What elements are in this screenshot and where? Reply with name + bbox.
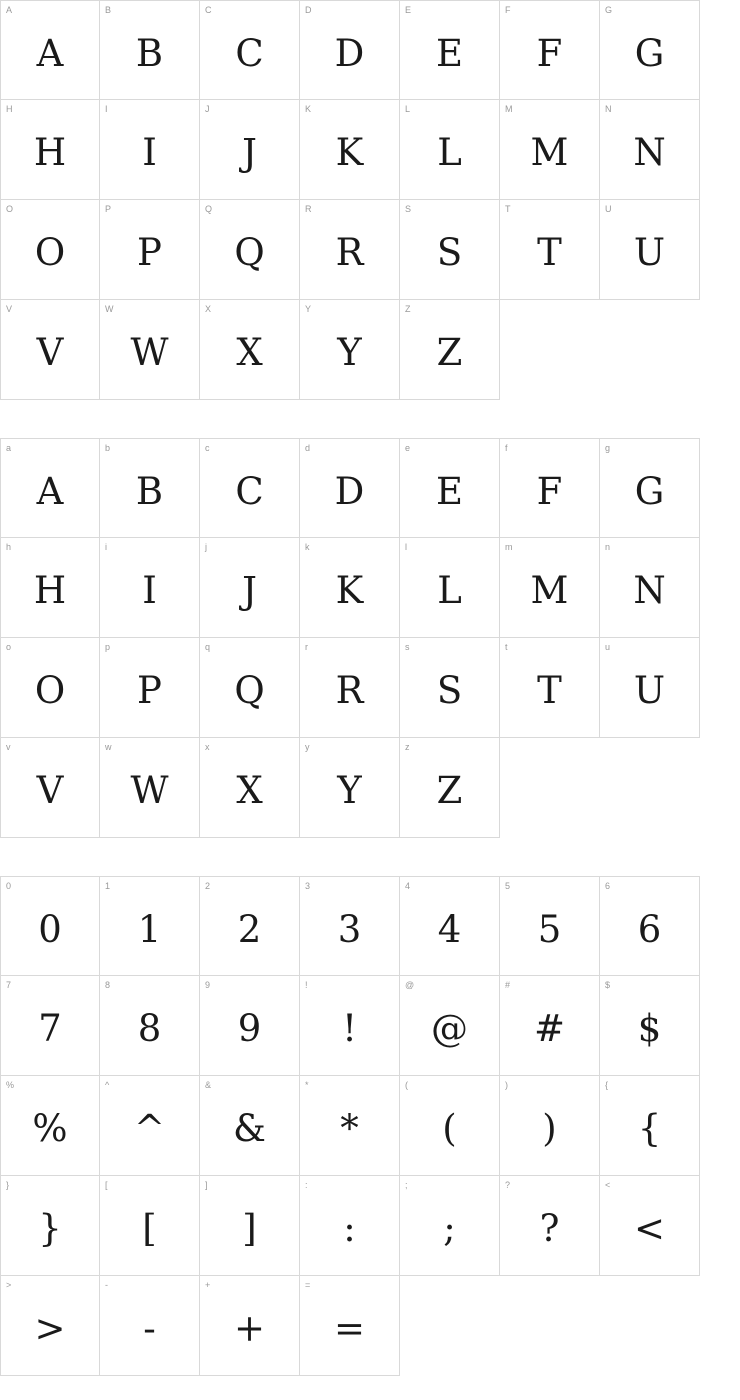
glyph-character: V xyxy=(36,769,64,812)
glyph-cell[interactable] xyxy=(600,200,700,300)
glyph-cell-empty xyxy=(400,1276,500,1376)
glyph-cell[interactable] xyxy=(300,438,400,538)
glyph-code-label: O xyxy=(6,204,14,214)
glyph-code-label: ) xyxy=(505,1080,508,1090)
glyph-code-label: 9 xyxy=(205,980,211,990)
glyph-code-label: H xyxy=(6,104,13,114)
glyph-cell[interactable] xyxy=(200,738,300,838)
glyph-code-label: 5 xyxy=(505,881,511,891)
glyph-code-label: w xyxy=(105,742,112,752)
glyph-code-label: 3 xyxy=(305,881,311,891)
glyph-cell-empty xyxy=(500,300,600,400)
glyph-code-label: D xyxy=(305,5,312,15)
glyph-code-label: v xyxy=(6,742,11,752)
glyph-character: W xyxy=(130,331,169,374)
glyph-cell[interactable] xyxy=(400,1176,500,1276)
glyph-character: 5 xyxy=(537,907,562,951)
glyph-cell[interactable] xyxy=(0,0,100,100)
glyph-character: N xyxy=(633,131,666,174)
glyph-code-label: i xyxy=(105,542,107,552)
glyph-code-label: s xyxy=(405,642,410,652)
glyph-cell[interactable] xyxy=(300,200,400,300)
glyph-cell[interactable] xyxy=(100,538,200,638)
glyph-code-label: @ xyxy=(405,980,415,990)
glyph-character: A xyxy=(36,31,64,75)
glyph-cell[interactable] xyxy=(400,100,500,200)
glyph-character: Q xyxy=(234,231,265,274)
glyph-code-label: 1 xyxy=(105,881,111,891)
glyph-cell[interactable] xyxy=(300,1176,400,1276)
glyph-cell[interactable] xyxy=(300,876,400,976)
glyph-cell[interactable] xyxy=(500,0,600,100)
glyph-cell[interactable] xyxy=(200,1276,300,1376)
glyph-character: R xyxy=(335,669,364,712)
glyph-character: 0 xyxy=(38,907,62,951)
glyph-cell[interactable] xyxy=(600,438,700,538)
glyph-code-label: x xyxy=(205,742,210,752)
glyph-character: [ xyxy=(142,1207,157,1250)
glyph-code-label: b xyxy=(105,443,111,453)
glyph-cell[interactable] xyxy=(600,0,700,100)
glyph-cell[interactable] xyxy=(500,438,600,538)
glyph-character: * xyxy=(340,1107,359,1150)
glyph-cell[interactable] xyxy=(300,638,400,738)
glyph-cell[interactable] xyxy=(500,1176,600,1276)
glyph-cell[interactable] xyxy=(300,300,400,400)
glyph-code-label: M xyxy=(505,104,513,114)
glyph-character: < xyxy=(633,1207,665,1250)
glyph-character: $ xyxy=(637,1007,662,1050)
glyph-character: { xyxy=(637,1107,662,1150)
glyph-code-label: 8 xyxy=(105,980,111,990)
glyph-cell[interactable] xyxy=(300,1076,400,1176)
glyph-code-label: + xyxy=(205,1280,211,1290)
glyph-cell[interactable] xyxy=(600,100,700,200)
glyph-character: G xyxy=(634,31,665,75)
glyph-cell[interactable] xyxy=(100,300,200,400)
glyph-cell[interactable] xyxy=(400,976,500,1076)
glyph-character: ; xyxy=(443,1207,456,1250)
glyph-section-digits-symbols xyxy=(0,876,700,1376)
glyph-cell-empty xyxy=(600,738,700,838)
glyph-character: P xyxy=(137,669,162,712)
glyph-character: U xyxy=(633,669,666,712)
glyph-character: H xyxy=(33,131,67,174)
glyph-character: ^ xyxy=(133,1107,165,1150)
glyph-character: X xyxy=(236,331,263,374)
glyph-cell[interactable] xyxy=(500,638,600,738)
glyph-code-label: 7 xyxy=(6,980,12,990)
glyph-code-label: V xyxy=(6,304,13,314)
glyph-character: E xyxy=(435,469,463,513)
glyph-cell[interactable] xyxy=(400,200,500,300)
glyph-cell[interactable] xyxy=(0,100,100,200)
glyph-code-label: L xyxy=(405,104,411,114)
glyph-cell[interactable] xyxy=(500,100,600,200)
glyph-code-label: A xyxy=(6,5,13,15)
glyph-code-label: n xyxy=(605,542,611,552)
glyph-character: Y xyxy=(337,331,362,374)
glyph-cell[interactable] xyxy=(100,738,200,838)
glyph-code-label: 4 xyxy=(405,881,411,891)
glyph-character: } xyxy=(38,1207,62,1250)
glyph-code-label: c xyxy=(205,443,210,453)
glyph-character: 1 xyxy=(137,907,162,951)
glyph-character: 4 xyxy=(437,907,462,951)
glyph-cell[interactable] xyxy=(100,438,200,538)
glyph-character: Z xyxy=(436,331,463,374)
glyph-character: Y xyxy=(337,769,362,812)
glyph-character: ! xyxy=(342,1007,357,1050)
glyph-code-label: J xyxy=(205,104,210,114)
glyph-code-label: G xyxy=(605,5,613,15)
glyph-character: A xyxy=(36,469,64,513)
glyph-character: 6 xyxy=(637,907,662,951)
glyph-character: M xyxy=(530,131,569,174)
glyph-cell[interactable] xyxy=(500,876,600,976)
glyph-code-label: z xyxy=(405,742,410,752)
glyph-character: K xyxy=(335,569,364,612)
glyph-section-uppercase xyxy=(0,0,700,400)
glyph-code-label: & xyxy=(205,1080,212,1090)
glyph-character: R xyxy=(335,231,364,274)
glyph-code-label: T xyxy=(505,204,511,214)
glyph-character: Q xyxy=(234,669,265,712)
glyph-character: F xyxy=(536,31,563,75)
glyph-code-label: 2 xyxy=(205,881,211,891)
glyph-code-label: # xyxy=(505,980,511,990)
glyph-code-label: W xyxy=(105,304,114,314)
glyph-character: # xyxy=(533,1007,565,1050)
glyph-character: = xyxy=(333,1307,365,1350)
glyph-character: D xyxy=(334,469,365,513)
glyph-character: Z xyxy=(436,769,463,812)
glyph-character: + xyxy=(233,1307,265,1350)
glyph-character: M xyxy=(530,569,569,612)
glyph-code-label: ( xyxy=(405,1080,408,1090)
glyph-cell[interactable] xyxy=(100,876,200,976)
glyph-character: W xyxy=(130,769,169,812)
glyph-code-label: > xyxy=(6,1280,12,1290)
glyph-code-label: a xyxy=(6,443,12,453)
glyph-code-label: Y xyxy=(305,304,312,314)
glyph-code-label: ] xyxy=(205,1180,208,1190)
glyph-cell[interactable] xyxy=(100,976,200,1076)
glyph-code-label: k xyxy=(305,542,310,552)
glyph-character: B xyxy=(135,469,164,513)
glyph-code-label: E xyxy=(405,5,412,15)
glyph-character: T xyxy=(537,231,562,274)
glyph-cell[interactable] xyxy=(600,538,700,638)
glyph-character: O xyxy=(34,231,66,274)
glyph-code-label: : xyxy=(305,1180,308,1190)
glyph-code-label: u xyxy=(605,642,611,652)
glyph-code-label: Q xyxy=(205,204,213,214)
glyph-character: J xyxy=(242,131,257,174)
glyph-character: & xyxy=(233,1107,266,1150)
glyph-cell[interactable] xyxy=(200,1176,300,1276)
glyph-cell[interactable] xyxy=(400,300,500,400)
glyph-code-label: y xyxy=(305,742,310,752)
glyph-cell[interactable] xyxy=(200,876,300,976)
glyph-cell[interactable] xyxy=(100,1276,200,1376)
glyph-cell[interactable] xyxy=(400,0,500,100)
glyph-character: % xyxy=(32,1107,68,1150)
glyph-cell[interactable] xyxy=(100,100,200,200)
glyph-code-label: S xyxy=(405,204,412,214)
glyph-cell[interactable] xyxy=(300,976,400,1076)
glyph-code-label: U xyxy=(605,204,612,214)
glyph-character: F xyxy=(536,469,563,513)
glyph-code-label: e xyxy=(405,443,411,453)
glyph-character: H xyxy=(33,569,67,612)
glyph-character: @ xyxy=(431,1007,468,1050)
glyph-cell[interactable] xyxy=(500,538,600,638)
glyph-cell[interactable] xyxy=(0,976,100,1076)
glyph-character: N xyxy=(633,569,666,612)
glyph-cell[interactable] xyxy=(200,438,300,538)
glyph-cell[interactable] xyxy=(200,0,300,100)
glyph-character: 7 xyxy=(38,1007,62,1050)
glyph-cell[interactable] xyxy=(0,638,100,738)
glyph-code-label: { xyxy=(605,1080,609,1090)
glyph-cell[interactable] xyxy=(500,200,600,300)
glyph-character: U xyxy=(633,231,666,274)
glyph-cell[interactable] xyxy=(400,1076,500,1176)
glyph-character: I xyxy=(142,569,157,612)
glyph-cell[interactable] xyxy=(0,438,100,538)
glyph-cell[interactable] xyxy=(0,738,100,838)
glyph-cell[interactable] xyxy=(100,1076,200,1176)
glyph-cell[interactable] xyxy=(0,200,100,300)
glyph-character: C xyxy=(235,31,264,75)
glyph-character: K xyxy=(335,131,364,174)
glyph-cell[interactable] xyxy=(600,976,700,1076)
glyph-cell[interactable] xyxy=(500,1076,600,1176)
glyph-cell[interactable] xyxy=(100,638,200,738)
glyph-cell[interactable] xyxy=(400,638,500,738)
glyph-code-label: N xyxy=(605,104,612,114)
glyph-code-label: g xyxy=(605,443,611,453)
glyph-cell[interactable] xyxy=(200,200,300,300)
glyph-character: V xyxy=(36,331,64,374)
glyph-code-label: % xyxy=(6,1080,15,1090)
glyph-code-label: < xyxy=(605,1180,611,1190)
glyph-code-label: m xyxy=(505,542,513,552)
glyph-code-label: j xyxy=(205,542,207,552)
glyph-code-label: } xyxy=(6,1180,10,1190)
glyph-code-label: = xyxy=(305,1280,311,1290)
glyph-cell-empty xyxy=(600,1276,700,1376)
glyph-character: O xyxy=(34,669,66,712)
glyph-cell[interactable] xyxy=(100,1176,200,1276)
glyph-character: T xyxy=(537,669,562,712)
glyph-cell[interactable] xyxy=(200,300,300,400)
glyph-code-label: [ xyxy=(105,1180,108,1190)
glyph-code-label: q xyxy=(205,642,211,652)
glyph-cell[interactable] xyxy=(600,1076,700,1176)
glyph-code-label: P xyxy=(105,204,112,214)
glyph-code-label: d xyxy=(305,443,311,453)
glyph-code-label: ? xyxy=(505,1180,511,1190)
glyph-code-label: X xyxy=(205,304,212,314)
glyph-cell[interactable] xyxy=(100,0,200,100)
glyph-code-label: ^ xyxy=(105,1080,110,1090)
glyph-cell[interactable] xyxy=(600,638,700,738)
glyph-code-label: B xyxy=(105,5,112,15)
glyph-code-label: o xyxy=(6,642,12,652)
glyph-character: E xyxy=(435,31,463,75)
glyph-code-label: f xyxy=(505,443,508,453)
glyph-cell[interactable] xyxy=(200,638,300,738)
glyph-cell[interactable] xyxy=(0,876,100,976)
glyph-character: 9 xyxy=(237,1007,262,1050)
glyph-character: ) xyxy=(542,1107,557,1150)
glyph-character: L xyxy=(437,569,462,612)
glyph-cell[interactable] xyxy=(0,538,100,638)
glyph-code-label: h xyxy=(6,542,12,552)
glyph-cell[interactable] xyxy=(400,738,500,838)
glyph-code-label: r xyxy=(305,642,308,652)
glyph-code-label: R xyxy=(305,204,312,214)
glyph-code-label: p xyxy=(105,642,111,652)
glyph-cell[interactable] xyxy=(0,1276,100,1376)
glyph-character: G xyxy=(634,469,665,513)
glyph-code-label: l xyxy=(405,542,407,552)
glyph-code-label: ! xyxy=(305,980,308,990)
glyph-code-label: $ xyxy=(605,980,611,990)
glyph-cell-empty xyxy=(500,1276,600,1376)
section-divider-1 xyxy=(0,400,700,438)
glyph-character: B xyxy=(135,31,164,75)
glyph-character: P xyxy=(137,231,162,274)
glyph-character: 8 xyxy=(137,1007,162,1050)
glyph-cell[interactable] xyxy=(400,438,500,538)
glyph-character: > xyxy=(34,1307,66,1350)
glyph-character: X xyxy=(236,769,263,812)
glyph-character: L xyxy=(437,131,462,174)
glyph-character: C xyxy=(235,469,264,513)
glyph-code-label: C xyxy=(205,5,212,15)
glyph-cell[interactable] xyxy=(300,1276,400,1376)
glyph-code-label: I xyxy=(105,104,108,114)
glyph-character: J xyxy=(242,569,257,612)
glyph-code-label: - xyxy=(105,1280,108,1290)
glyph-cell[interactable] xyxy=(200,100,300,200)
glyph-code-label: ; xyxy=(405,1180,408,1190)
glyph-cell[interactable] xyxy=(400,538,500,638)
glyph-character: 3 xyxy=(337,907,362,951)
glyph-cell[interactable] xyxy=(200,538,300,638)
glyph-character: ? xyxy=(539,1207,560,1250)
glyph-cell[interactable] xyxy=(600,1176,700,1276)
glyph-code-label: 0 xyxy=(6,881,12,891)
glyph-cell[interactable] xyxy=(0,300,100,400)
glyph-character: ( xyxy=(442,1107,457,1150)
glyph-code-label: * xyxy=(305,1080,309,1090)
glyph-cell[interactable] xyxy=(300,538,400,638)
glyph-cell[interactable] xyxy=(100,200,200,300)
glyph-cell-empty xyxy=(500,738,600,838)
glyph-cell[interactable] xyxy=(300,100,400,200)
glyph-code-label: t xyxy=(505,642,508,652)
glyph-character: S xyxy=(436,669,463,712)
glyph-cell[interactable] xyxy=(200,1076,300,1176)
glyph-cell[interactable] xyxy=(600,876,700,976)
glyph-code-label: 6 xyxy=(605,881,611,891)
glyph-character: D xyxy=(334,31,365,75)
glyph-cell[interactable] xyxy=(300,0,400,100)
glyph-code-label: F xyxy=(505,5,511,15)
glyph-character: S xyxy=(436,231,463,274)
glyph-cell[interactable] xyxy=(200,976,300,1076)
section-divider-2 xyxy=(0,838,700,876)
glyph-code-label: K xyxy=(305,104,312,114)
glyph-character: : xyxy=(343,1207,356,1250)
glyph-cell[interactable] xyxy=(300,738,400,838)
glyph-character: ] xyxy=(242,1207,257,1250)
glyph-cell-empty xyxy=(600,300,700,400)
glyph-cell[interactable] xyxy=(0,1176,100,1276)
glyph-cell[interactable] xyxy=(500,976,600,1076)
glyph-character: 2 xyxy=(237,907,262,951)
glyph-character: I xyxy=(142,131,157,174)
glyph-code-label: Z xyxy=(405,304,411,314)
glyph-section-lowercase xyxy=(0,438,700,838)
glyph-cell[interactable] xyxy=(400,876,500,976)
glyph-character: - xyxy=(143,1307,156,1350)
glyph-cell[interactable] xyxy=(0,1076,100,1176)
